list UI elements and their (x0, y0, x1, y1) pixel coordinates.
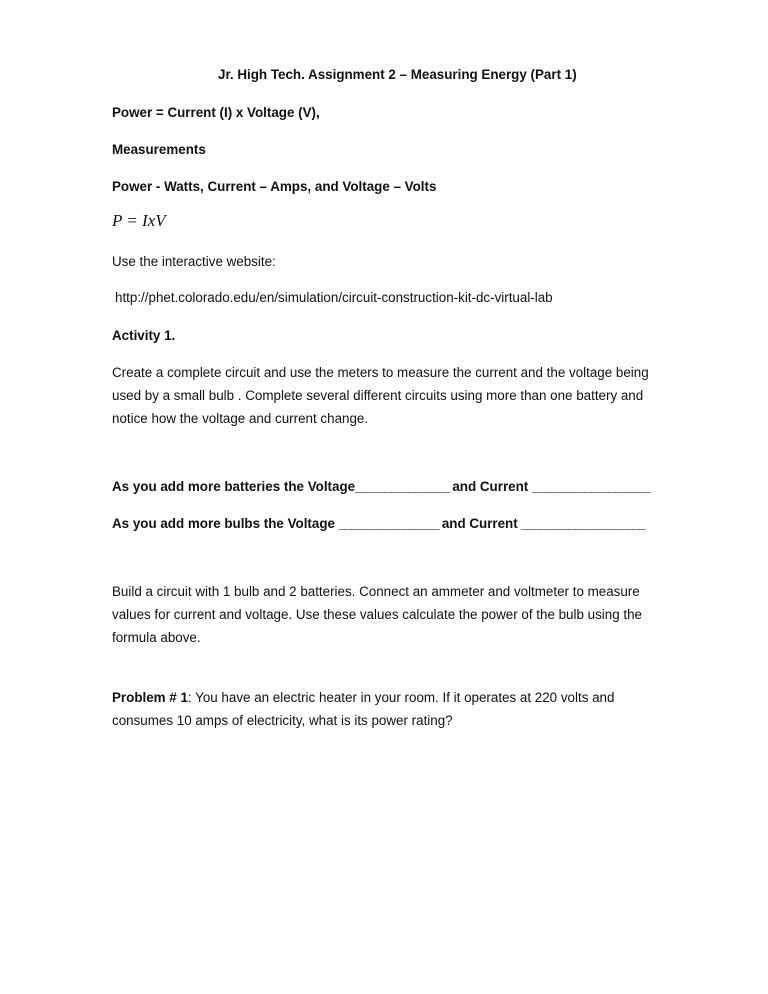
build-circuit-text: Build a circuit with 1 bulb and 2 batteries. Connect an ammeter and voltmeter to measure values for current and voltage. Use these values calculate the power of the bulb using the formula above. (112, 584, 642, 645)
question-batteries (112, 479, 649, 494)
question-text: As you add more bulbs the Voltage (112, 516, 339, 531)
document-title: Jr. High Tech. Assignment 2 – Measuring Energy (Part 1) (218, 67, 577, 82)
question-text: and Current (448, 479, 532, 494)
activity-heading: Activity 1. (112, 328, 176, 343)
problem-1 (112, 686, 672, 732)
problem-label: Problem # 1 (112, 690, 188, 705)
simulation-url: http://phet.colorado.edu/en/simulation/circuit-construction-kit-dc-virtual-lab (115, 290, 553, 305)
current-blank: ____________________ (531, 479, 649, 494)
formula: P = IxV (112, 211, 166, 230)
power-definition: Power = Current (I) x Voltage (V), (112, 105, 320, 120)
voltage-blank: _________________ (338, 516, 439, 531)
use-website-text: Use the interactive website: (112, 254, 276, 269)
question-text: As you add more batteries the Voltage (112, 479, 356, 494)
question-bulbs (112, 516, 644, 531)
question-text: and Current (438, 516, 522, 531)
current-blank: _____________________ (521, 516, 645, 531)
measurements-heading: Measurements (112, 142, 206, 157)
activity-text: Create a complete circuit and use the meters to measure the current and the voltage being used by a small bulb . Complete several different circuits using more than one battery and notice how the voltage and current change. (112, 365, 649, 426)
voltage-blank: ________________ (355, 479, 449, 494)
problem-text: : You have an electric heater in your room. If it operates at 220 volts and consumes 10 amps of electricity, what is its power rating? (112, 690, 615, 728)
units-line: Power - Watts, Current – Amps, and Voltage – Volts (112, 179, 437, 194)
